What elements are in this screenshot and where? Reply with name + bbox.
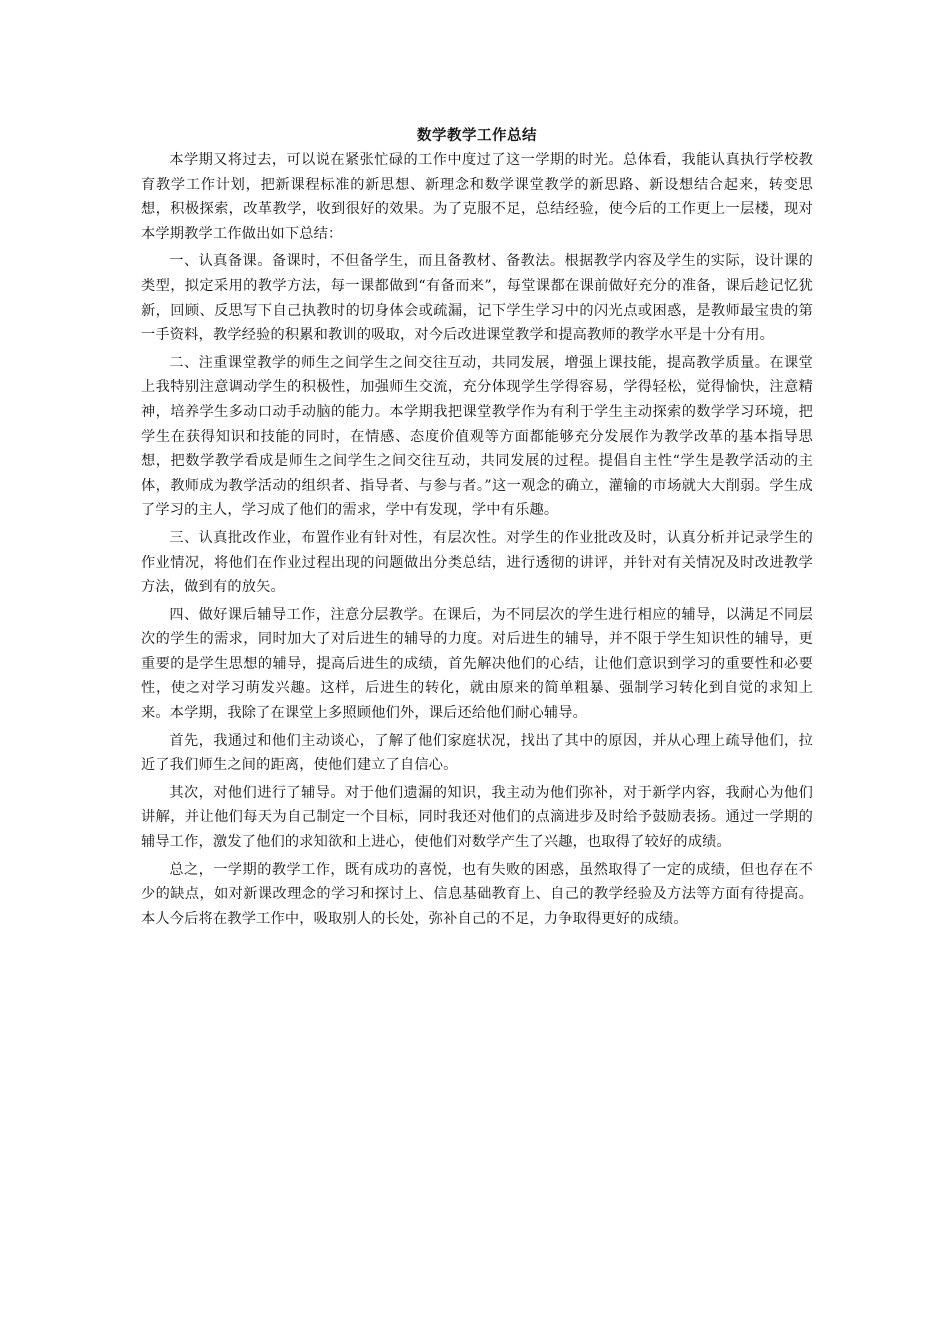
paragraph-intro: 本学期又将过去，可以说在紧张忙碌的工作中度过了这一学期的时光。总体看，我能认真执行学校教育教学工作计划，把新课程标准的新思想、新理念和数学课堂教学的新思路、新设想结合起来，转变思想，积极探索，改革教学，收到很好的效果。为了克服不足，总结经验，使今后的工作更上一层楼，现对本学期教学工作做出如下总结：: [141, 152, 813, 242]
paragraph-second: 其次，对他们进行了辅导。对于他们遗漏的知识，我主动为他们弥补，对于新学内容，我耐心为他们讲解，并让他们每天为自己制定一个目标，同时我还对他们的点滴进步及时给予鼓励表扬。通过一学期的辅导工作，激发了他们的求知欲和上进心，使他们对数学产生了兴趣，也取得了较好的成绩。: [141, 784, 813, 851]
paragraph-section-3: 三、认真批改作业，布置作业有针对性，有层次性。对学生的作业批改及时，认真分析并记录学生的作业情况，将他们在作业过程出现的问题做出分类总结，进行透彻的讲评，并针对有关情况及时改进教学方法，做到有的放矢。: [141, 529, 813, 596]
paragraph-section-1: 一、认真备课。备课时，不但备学生，而且备教材、备教法。根据教学内容及学生的实际，设计课的类型，拟定采用的教学方法，每一课都做到“有备而来”，每堂课都在课前做好充分的准备，课后趁记忆犹新，回顾、反思写下自己执教时的切身体会或疏漏，记下学生学习中的闪光点或困惑，是教师最宝贵的第一手资料，教学经验的积累和教训的吸取，对今后改进课堂教学和提高教师的教学水平是十分有用。: [141, 253, 813, 344]
paragraph-section-2: 二、注重课堂教学的师生之间学生之间交往互动，共同发展，增强上课技能，提高教学质量。在课堂上我特别注意调动学生的积极性，加强师生交流，充分体现学生学得容易，学得轻松，觉得愉快，注意精神，培养学生多动口动手动脑的能力。本学期我把课堂教学作为有利于学生主动探索的数学学习环境，把学生在获得知识和技能的同时，在情感、态度价值观等方面都能够充分发展作为教学改革的基本指导思想，把数学教学看成是师生之间学生之间交往互动，共同发展的过程。提倡自主性“学生是教学活动的主体，教师成为教学活动的组织者、指导者、与参与者。”这一观念的确立，灌输的市场就大大削弱。学生成了学习的主人，学习成了他们的需求，学中有发现，学中有乐趣。: [141, 354, 813, 519]
document-page: [141, 124, 813, 934]
paragraph-section-4: 四、做好课后辅导工作，注意分层教学。在课后，为不同层次的学生进行相应的辅导，以满足不同层次的学生的需求，同时加大了对后进生的辅导的力度。对后进生的辅导，并不限于学生知识性的辅导，更重要的是学生思想的辅导，提高后进生的成绩，首先解决他们的心结，让他们意识到学习的重要性和必要性，使之对学习萌发兴趣。这样，后进生的转化，就由原来的简单粗暴、强制学习转化到自觉的求知上来。本学期，我除了在课堂上多照顾他们外，课后还给他们耐心辅导。: [141, 606, 813, 722]
paragraph-first: 首先，我通过和他们主动谈心，了解了他们家庭状况，找出了其中的原因，并从心理上疏导他们，拉近了我们师生之间的距离，使他们建立了自信心。: [141, 732, 813, 774]
paragraph-conclusion: 总之，一学期的教学工作，既有成功的喜悦，也有失败的困惑，虽然取得了一定的成绩，但也存在不少的缺点，如对新课改理念的学习和探讨上、信息基础教育上、自己的教学经验及方法等方面有待提高。本人今后将在教学工作中，吸取别人的长处，弥补自己的不足，力争取得更好的成绩。: [141, 861, 813, 927]
document-title: 数学教学工作总结: [417, 128, 537, 144]
